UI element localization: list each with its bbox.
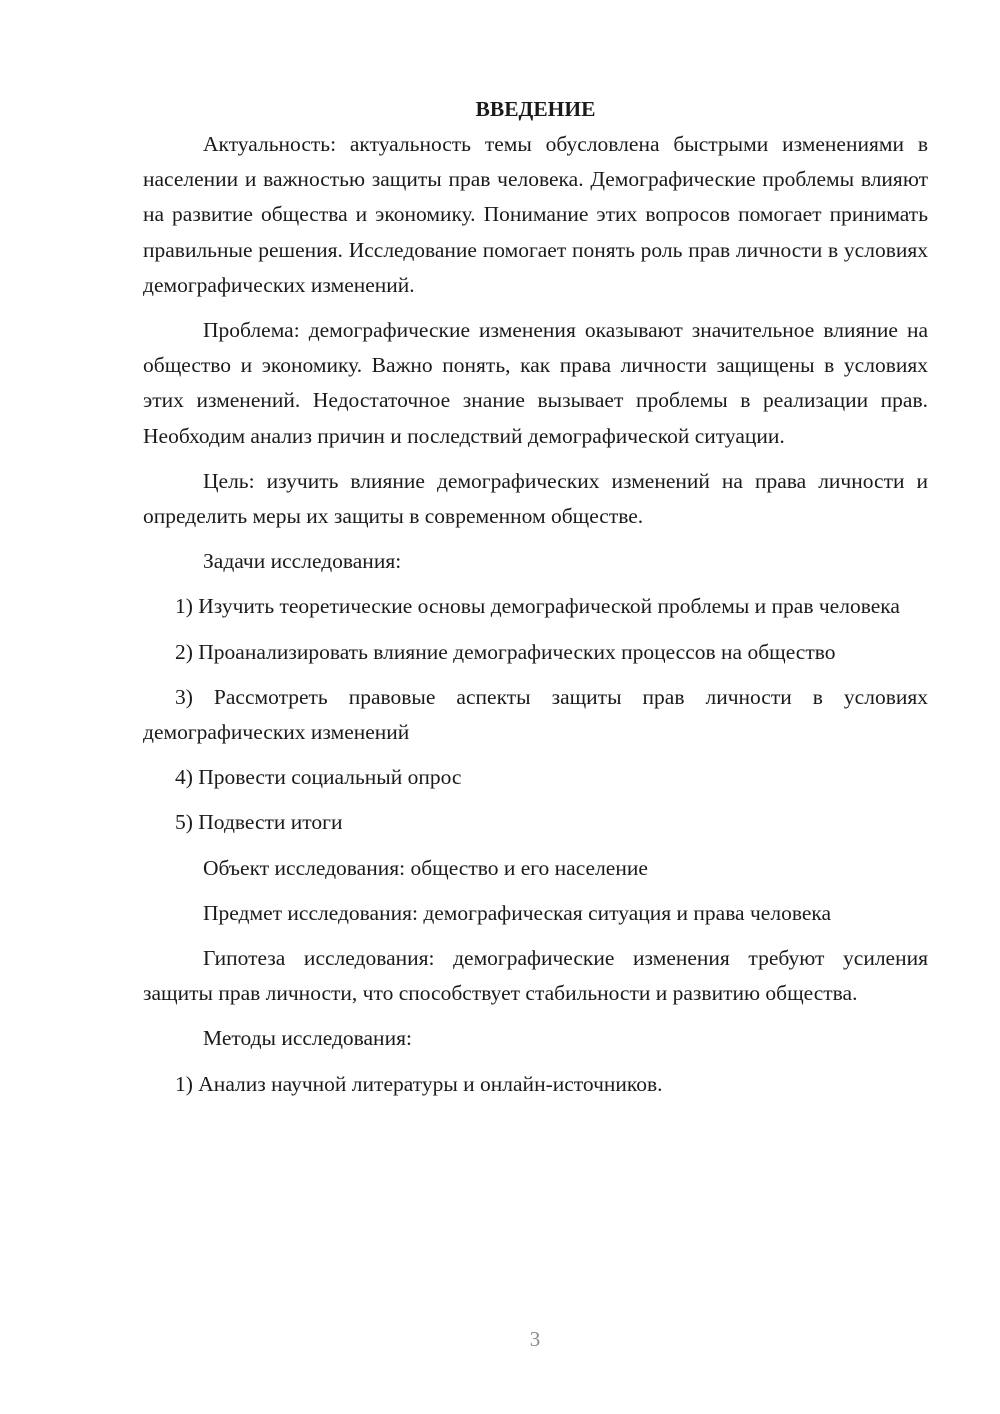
paragraph-relevance: Актуальность: актуальность темы обусловлена быстрыми изменениями в населении и важностью защиты прав человека. Демографические проблемы влияют на развитие общества и экономику. Понимание этих вопросов помогает принимать правильные решения. Исследование помогает понять роль прав личности в условиях демографических изменений.	[143, 132, 928, 297]
page-number: 3	[529, 1327, 541, 1351]
paragraph-goal: Цель: изучить влияние демографических изменений на права личности и определить меры их защиты в современном обществе.	[143, 468, 928, 529]
paragraph-subject: Предмет исследования: демографическая ситуация и права человека	[203, 900, 832, 925]
task-item-1: 1) Изучить теоретические основы демографической проблемы и прав человека	[175, 594, 900, 619]
paragraph-object: Объект исследования: общество и его население	[203, 855, 648, 880]
paragraph-methods-heading: Методы исследования:	[203, 1026, 412, 1051]
paragraph-tasks-heading: Задачи исследования:	[203, 549, 402, 574]
document-page	[143, 92, 928, 1112]
task-item-4: 4) Провести социальный опрос	[175, 765, 462, 790]
task-item-2: 2) Проанализировать влияние демографических процессов на общество	[175, 639, 836, 664]
task-item-5: 5) Подвести итоги	[175, 810, 343, 835]
paragraph-hypothesis: Гипотеза исследования: демографические изменения требуют усиления защиты прав личности, что способствует стабильности и развитию общества.	[143, 946, 928, 1006]
task-item-3: 3) Рассмотреть правовые аспекты защиты прав личности в условиях демографических изменений	[143, 684, 928, 745]
paragraph-problem: Проблема: демографические изменения оказывают значительное влияние на общество и экономику. Важно понять, как права личности защищены в условиях этих изменений. Недостаточное знание вызывает проблемы в реализации прав. Необходим анализ причин и последствий демографической ситуации.	[143, 318, 928, 448]
method-item-1: 1) Анализ научной литературы и онлайн-источников.	[175, 1071, 663, 1096]
section-title: ВВЕДЕНИЕ	[475, 97, 596, 121]
